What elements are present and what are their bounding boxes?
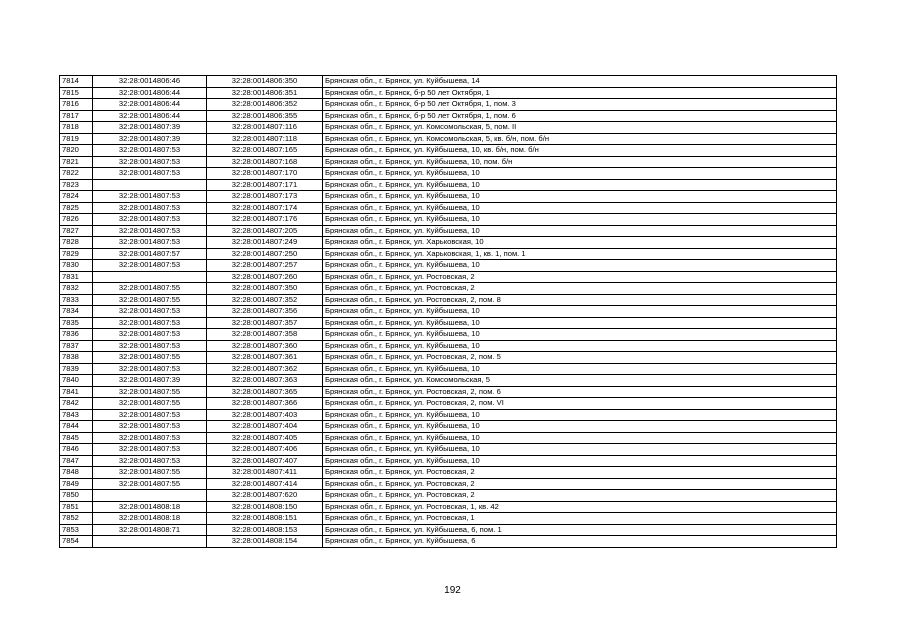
parent-cadastral-number-cell: 32:28:0014807:53	[93, 202, 207, 214]
cadastral-number-cell: 32:28:0014807:366	[207, 398, 323, 410]
table-row	[60, 536, 837, 548]
table-row	[60, 76, 837, 88]
address-cell: Брянская обл., г. Брянск, б-р 50 лет Октября, 1, пом. 6	[323, 110, 837, 122]
cadastral-number-cell: 32:28:0014807:363	[207, 375, 323, 387]
table-row	[60, 87, 837, 99]
table-row	[60, 386, 837, 398]
cadastral-number-cell: 32:28:0014807:171	[207, 179, 323, 191]
cadastral-number-cell: 32:28:0014807:361	[207, 352, 323, 364]
cadastral-number-cell: 32:28:0014807:620	[207, 490, 323, 502]
cadastral-number-cell: 32:28:0014807:407	[207, 455, 323, 467]
row-number-cell: 7825	[60, 202, 93, 214]
row-number-cell: 7849	[60, 478, 93, 490]
cadastral-number-cell: 32:28:0014807:411	[207, 467, 323, 479]
cadastral-number-cell: 32:28:0014807:358	[207, 329, 323, 341]
table-row	[60, 225, 837, 237]
address-cell: Брянская обл., г. Брянск, б-р 50 лет Октября, 1	[323, 87, 837, 99]
row-number-cell: 7852	[60, 513, 93, 525]
address-cell: Брянская обл., г. Брянск, ул. Куйбышева, 10	[323, 179, 837, 191]
row-number-cell: 7842	[60, 398, 93, 410]
address-cell: Брянская обл., г. Брянск, ул. Ростовская, 1	[323, 513, 837, 525]
table-row	[60, 168, 837, 180]
row-number-cell: 7835	[60, 317, 93, 329]
table-row	[60, 237, 837, 249]
table-row	[60, 202, 837, 214]
address-cell: Брянская обл., г. Брянск, ул. Ростовская, 1, кв. 42	[323, 501, 837, 513]
parent-cadastral-number-cell: 32:28:0014807:53	[93, 237, 207, 249]
cadastral-number-cell: 32:28:0014808:150	[207, 501, 323, 513]
cadastral-number-cell: 32:28:0014807:257	[207, 260, 323, 272]
row-number-cell: 7843	[60, 409, 93, 421]
row-number-cell: 7830	[60, 260, 93, 272]
cadastral-number-cell: 32:28:0014807:362	[207, 363, 323, 375]
cadastral-number-cell: 32:28:0014806:351	[207, 87, 323, 99]
cadastral-number-cell: 32:28:0014806:352	[207, 99, 323, 111]
parent-cadastral-number-cell: 32:28:0014807:55	[93, 478, 207, 490]
address-cell: Брянская обл., г. Брянск, ул. Ростовская, 2	[323, 478, 837, 490]
table-row	[60, 283, 837, 295]
table-row	[60, 478, 837, 490]
row-number-cell: 7838	[60, 352, 93, 364]
row-number-cell: 7836	[60, 329, 93, 341]
table-row	[60, 432, 837, 444]
table-row	[60, 352, 837, 364]
address-cell: Брянская обл., г. Брянск, ул. Куйбышева, 10, пом. б/н	[323, 156, 837, 168]
parent-cadastral-number-cell: 32:28:0014806:44	[93, 110, 207, 122]
row-number-cell: 7827	[60, 225, 93, 237]
address-cell: Брянская обл., г. Брянск, ул. Ростовская, 2	[323, 271, 837, 283]
parent-cadastral-number-cell: 32:28:0014807:55	[93, 352, 207, 364]
cadastral-number-cell: 32:28:0014807:170	[207, 168, 323, 180]
cadastral-number-cell: 32:28:0014807:360	[207, 340, 323, 352]
row-number-cell: 7847	[60, 455, 93, 467]
cadastral-number-cell: 32:28:0014807:405	[207, 432, 323, 444]
row-number-cell: 7819	[60, 133, 93, 145]
address-cell: Брянская обл., г. Брянск, ул. Куйбышева, 10, кв. б/н, пом. б/н	[323, 145, 837, 157]
row-number-cell: 7822	[60, 168, 93, 180]
address-cell: Брянская обл., г. Брянск, ул. Куйбышева, 6, пом. 1	[323, 524, 837, 536]
address-cell: Брянская обл., г. Брянск, ул. Куйбышева, 10	[323, 329, 837, 341]
table-row	[60, 340, 837, 352]
cadastral-number-cell: 32:28:0014807:365	[207, 386, 323, 398]
address-cell: Брянская обл., г. Брянск, ул. Харьковская, 1, кв. 1, пом. 1	[323, 248, 837, 260]
table-row	[60, 467, 837, 479]
row-number-cell: 7841	[60, 386, 93, 398]
parent-cadastral-number-cell: 32:28:0014807:53	[93, 421, 207, 433]
parent-cadastral-number-cell: 32:28:0014807:39	[93, 122, 207, 134]
cadastral-number-cell: 32:28:0014807:406	[207, 444, 323, 456]
parent-cadastral-number-cell: 32:28:0014807:53	[93, 363, 207, 375]
cadastral-number-cell: 32:28:0014807:356	[207, 306, 323, 318]
cadastral-number-cell: 32:28:0014807:116	[207, 122, 323, 134]
address-cell: Брянская обл., г. Брянск, ул. Куйбышева, 10	[323, 363, 837, 375]
row-number-cell: 7828	[60, 237, 93, 249]
cadastral-number-cell: 32:28:0014807:174	[207, 202, 323, 214]
parent-cadastral-number-cell: 32:28:0014807:53	[93, 306, 207, 318]
parent-cadastral-number-cell: 32:28:0014807:53	[93, 191, 207, 203]
row-number-cell: 7845	[60, 432, 93, 444]
row-number-cell: 7814	[60, 76, 93, 88]
table-row	[60, 409, 837, 421]
table-row	[60, 99, 837, 111]
table-row	[60, 363, 837, 375]
row-number-cell: 7840	[60, 375, 93, 387]
address-cell: Брянская обл., г. Брянск, ул. Ростовская, 2	[323, 467, 837, 479]
parent-cadastral-number-cell	[93, 490, 207, 502]
address-cell: Брянская обл., г. Брянск, ул. Куйбышева, 10	[323, 421, 837, 433]
parent-cadastral-number-cell: 32:28:0014807:55	[93, 467, 207, 479]
address-cell: Брянская обл., г. Брянск, ул. Куйбышева, 14	[323, 76, 837, 88]
table-row	[60, 444, 837, 456]
table-row	[60, 317, 837, 329]
address-cell: Брянская обл., г. Брянск, б-р 50 лет Октября, 1, пом. 3	[323, 99, 837, 111]
cadastral-number-cell: 32:28:0014807:168	[207, 156, 323, 168]
row-number-cell: 7818	[60, 122, 93, 134]
table-row	[60, 490, 837, 502]
cadastral-number-cell: 32:28:0014807:250	[207, 248, 323, 260]
row-number-cell: 7820	[60, 145, 93, 157]
parent-cadastral-number-cell: 32:28:0014807:53	[93, 329, 207, 341]
parent-cadastral-number-cell: 32:28:0014807:39	[93, 133, 207, 145]
cadastral-number-cell: 32:28:0014807:357	[207, 317, 323, 329]
table-row	[60, 501, 837, 513]
table-row	[60, 271, 837, 283]
address-cell: Брянская обл., г. Брянск, ул. Куйбышева, 10	[323, 455, 837, 467]
table-row	[60, 306, 837, 318]
address-cell: Брянская обл., г. Брянск, ул. Куйбышева, 10	[323, 444, 837, 456]
cadastral-number-cell: 32:28:0014807:350	[207, 283, 323, 295]
table-row	[60, 421, 837, 433]
address-cell: Брянская обл., г. Брянск, ул. Ростовская, 2, пом. 5	[323, 352, 837, 364]
row-number-cell: 7853	[60, 524, 93, 536]
cadastral-number-cell: 32:28:0014807:352	[207, 294, 323, 306]
address-cell: Брянская обл., г. Брянск, ул. Куйбышева, 10	[323, 306, 837, 318]
address-cell: Брянская обл., г. Брянск, ул. Куйбышева, 10	[323, 191, 837, 203]
parent-cadastral-number-cell: 32:28:0014807:53	[93, 455, 207, 467]
parent-cadastral-number-cell	[93, 179, 207, 191]
address-cell: Брянская обл., г. Брянск, ул. Куйбышева, 10	[323, 214, 837, 226]
address-cell: Брянская обл., г. Брянск, ул. Ростовская, 2, пом. 6	[323, 386, 837, 398]
parent-cadastral-number-cell: 32:28:0014807:53	[93, 225, 207, 237]
parent-cadastral-number-cell: 32:28:0014807:53	[93, 317, 207, 329]
table-row	[60, 248, 837, 260]
cadastral-number-cell: 32:28:0014807:414	[207, 478, 323, 490]
table-row	[60, 398, 837, 410]
parent-cadastral-number-cell: 32:28:0014807:55	[93, 386, 207, 398]
table-row	[60, 145, 837, 157]
address-cell: Брянская обл., г. Брянск, ул. Ростовская, 2, пом. 8	[323, 294, 837, 306]
row-number-cell: 7821	[60, 156, 93, 168]
cadastral-number-cell: 32:28:0014808:154	[207, 536, 323, 548]
parent-cadastral-number-cell: 32:28:0014807:57	[93, 248, 207, 260]
row-number-cell: 7851	[60, 501, 93, 513]
parent-cadastral-number-cell: 32:28:0014807:53	[93, 340, 207, 352]
parent-cadastral-number-cell	[93, 536, 207, 548]
row-number-cell: 7844	[60, 421, 93, 433]
row-number-cell: 7831	[60, 271, 93, 283]
address-cell: Брянская обл., г. Брянск, ул. Куйбышева, 10	[323, 317, 837, 329]
parent-cadastral-number-cell: 32:28:0014807:55	[93, 283, 207, 295]
address-cell: Брянская обл., г. Брянск, ул. Ростовская, 2	[323, 490, 837, 502]
parent-cadastral-number-cell: 32:28:0014807:53	[93, 409, 207, 421]
address-cell: Брянская обл., г. Брянск, ул. Куйбышева, 10	[323, 340, 837, 352]
row-number-cell: 7837	[60, 340, 93, 352]
parent-cadastral-number-cell: 32:28:0014808:71	[93, 524, 207, 536]
table-row	[60, 191, 837, 203]
table-row	[60, 524, 837, 536]
cadastral-number-cell: 32:28:0014807:249	[207, 237, 323, 249]
row-number-cell: 7816	[60, 99, 93, 111]
address-cell: Брянская обл., г. Брянск, ул. Куйбышева, 10	[323, 168, 837, 180]
cadastral-number-cell: 32:28:0014807:260	[207, 271, 323, 283]
parent-cadastral-number-cell	[93, 271, 207, 283]
cadastral-number-cell: 32:28:0014808:151	[207, 513, 323, 525]
parent-cadastral-number-cell: 32:28:0014807:39	[93, 375, 207, 387]
table-row	[60, 133, 837, 145]
parent-cadastral-number-cell: 32:28:0014806:44	[93, 87, 207, 99]
page-number: 192	[444, 585, 461, 596]
address-cell: Брянская обл., г. Брянск, ул. Куйбышева, 10	[323, 260, 837, 272]
cadastral-number-cell: 32:28:0014807:404	[207, 421, 323, 433]
row-number-cell: 7832	[60, 283, 93, 295]
address-cell: Брянская обл., г. Брянск, ул. Ростовская, 2, пом. VI	[323, 398, 837, 410]
cadastral-number-cell: 32:28:0014807:205	[207, 225, 323, 237]
address-cell: Брянская обл., г. Брянск, ул. Комсомольская, 5, пом. II	[323, 122, 837, 134]
parent-cadastral-number-cell: 32:28:0014807:55	[93, 294, 207, 306]
address-cell: Брянская обл., г. Брянск, ул. Куйбышева, 10	[323, 202, 837, 214]
table-row	[60, 329, 837, 341]
table-row	[60, 214, 837, 226]
parent-cadastral-number-cell: 32:28:0014806:46	[93, 76, 207, 88]
row-number-cell: 7823	[60, 179, 93, 191]
address-cell: Брянская обл., г. Брянск, ул. Куйбышева, 10	[323, 432, 837, 444]
registry-table	[59, 75, 837, 548]
table-row	[60, 179, 837, 191]
parent-cadastral-number-cell: 32:28:0014807:53	[93, 444, 207, 456]
address-cell: Брянская обл., г. Брянск, ул. Харьковская, 10	[323, 237, 837, 249]
parent-cadastral-number-cell: 32:28:0014808:18	[93, 513, 207, 525]
parent-cadastral-number-cell: 32:28:0014807:53	[93, 145, 207, 157]
address-cell: Брянская обл., г. Брянск, ул. Куйбышева, 10	[323, 409, 837, 421]
parent-cadastral-number-cell: 32:28:0014807:53	[93, 168, 207, 180]
table-row	[60, 375, 837, 387]
parent-cadastral-number-cell: 32:28:0014807:55	[93, 398, 207, 410]
row-number-cell: 7824	[60, 191, 93, 203]
address-cell: Брянская обл., г. Брянск, ул. Комсомольская, 5, кв. б/н, пом. б/н	[323, 133, 837, 145]
table-row	[60, 294, 837, 306]
cadastral-number-cell: 32:28:0014808:153	[207, 524, 323, 536]
row-number-cell: 7826	[60, 214, 93, 226]
parent-cadastral-number-cell: 32:28:0014807:53	[93, 214, 207, 226]
address-cell: Брянская обл., г. Брянск, ул. Ростовская, 2	[323, 283, 837, 295]
row-number-cell: 7850	[60, 490, 93, 502]
table-row	[60, 122, 837, 134]
table-row	[60, 513, 837, 525]
table-row	[60, 110, 837, 122]
row-number-cell: 7834	[60, 306, 93, 318]
cadastral-number-cell: 32:28:0014807:176	[207, 214, 323, 226]
address-cell: Брянская обл., г. Брянск, ул. Комсомольская, 5	[323, 375, 837, 387]
row-number-cell: 7829	[60, 248, 93, 260]
parent-cadastral-number-cell: 32:28:0014806:44	[93, 99, 207, 111]
row-number-cell: 7815	[60, 87, 93, 99]
parent-cadastral-number-cell: 32:28:0014807:53	[93, 156, 207, 168]
parent-cadastral-number-cell: 32:28:0014807:53	[93, 260, 207, 272]
address-cell: Брянская обл., г. Брянск, ул. Куйбышева, 10	[323, 225, 837, 237]
row-number-cell: 7854	[60, 536, 93, 548]
row-number-cell: 7817	[60, 110, 93, 122]
cadastral-number-cell: 32:28:0014807:118	[207, 133, 323, 145]
cadastral-number-cell: 32:28:0014807:403	[207, 409, 323, 421]
cadastral-number-cell: 32:28:0014806:355	[207, 110, 323, 122]
cadastral-number-cell: 32:28:0014807:165	[207, 145, 323, 157]
table-row	[60, 156, 837, 168]
row-number-cell: 7833	[60, 294, 93, 306]
cadastral-number-cell: 32:28:0014806:350	[207, 76, 323, 88]
registry-table-body	[60, 76, 837, 548]
parent-cadastral-number-cell: 32:28:0014808:18	[93, 501, 207, 513]
table-row	[60, 260, 837, 272]
row-number-cell: 7848	[60, 467, 93, 479]
table-row	[60, 455, 837, 467]
parent-cadastral-number-cell: 32:28:0014807:53	[93, 432, 207, 444]
row-number-cell: 7839	[60, 363, 93, 375]
address-cell: Брянская обл., г. Брянск, ул. Куйбышева, 6	[323, 536, 837, 548]
cadastral-number-cell: 32:28:0014807:173	[207, 191, 323, 203]
row-number-cell: 7846	[60, 444, 93, 456]
